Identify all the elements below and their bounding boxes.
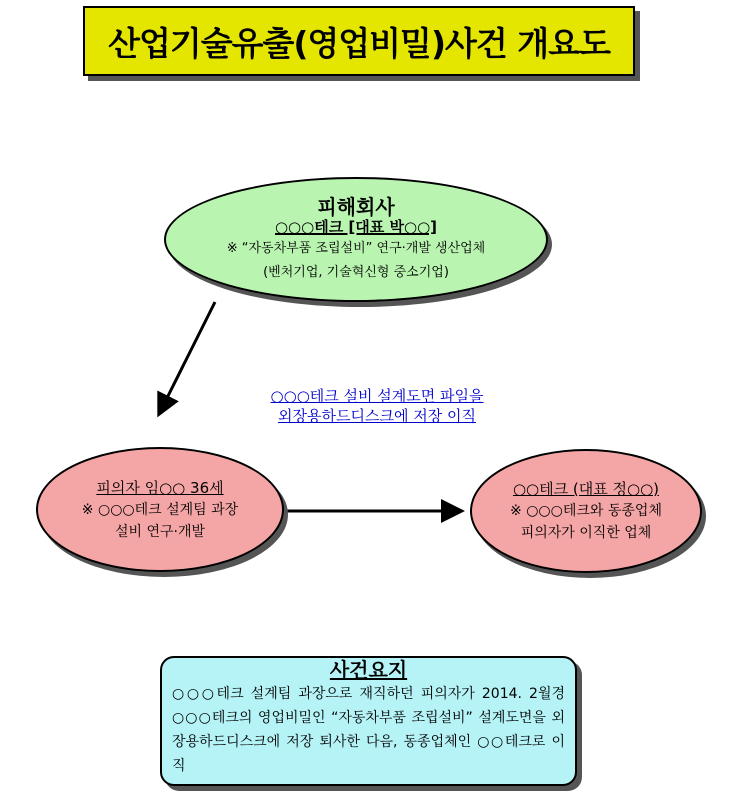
victim-company-node bbox=[164, 177, 548, 302]
target-heading: ○○테크 (대표 정○○) bbox=[512, 480, 660, 498]
victim-note: (벤처기업, 기술혁신형 중소기업) bbox=[263, 264, 449, 280]
summary-body: ○○○테크 설계팀 과장으로 재직하던 피의자가 2014. 2월경 ○○○테크의 영업비밀인 “자동차부품 조립설비” 설계도면을 외장용하드디스크에 저장 퇴사한 다음, 동종업체인 ○○테크로 이직 bbox=[172, 686, 565, 774]
suspect-line-1: ※ ○○○테크 설계팀 과장 bbox=[81, 501, 239, 518]
victim-desc: ※ “자동차부품 조립설비” 연구·개발 생산업체 bbox=[226, 240, 486, 256]
transfer-line-2: 외장용하드디스크에 저장 이직 bbox=[278, 407, 476, 425]
arrow-victim-to-suspect bbox=[160, 302, 215, 412]
victim-heading: 피해회사 bbox=[317, 194, 395, 219]
summary-heading: 사건요지 bbox=[329, 658, 408, 682]
target-line-2: 피의자가 이직한 업체 bbox=[520, 525, 652, 541]
target-line-1: ※ ○○○테크와 동종업체 bbox=[510, 503, 662, 519]
target-company-node bbox=[470, 449, 702, 573]
page-title: 산업기술유출(영업비밀)사건 개요도 bbox=[108, 23, 610, 63]
transfer-line-1: ○○○테크 설비 설계도면 파일을 bbox=[270, 387, 484, 405]
suspect-heading: 피의자 임○○ 36세 bbox=[96, 478, 224, 497]
suspect-node bbox=[36, 447, 284, 572]
case-summary-box bbox=[160, 656, 577, 786]
victim-company: ○○○테크 [대표 박○○] bbox=[274, 217, 438, 236]
suspect-line-2: 설비 연구·개발 bbox=[114, 523, 206, 540]
transfer-label bbox=[248, 386, 506, 426]
